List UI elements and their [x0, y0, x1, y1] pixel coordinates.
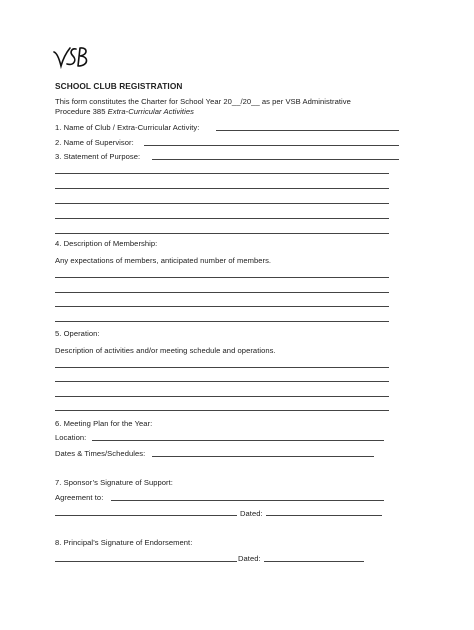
purpose-field-line-6[interactable]	[55, 233, 389, 234]
sponsor-dated-label: Dated:	[240, 509, 263, 518]
dates-label: Dates & Times/Schedules:	[55, 449, 146, 458]
purpose-field-line-3[interactable]	[55, 188, 389, 189]
purpose-field-line-1[interactable]	[152, 159, 399, 160]
membership-field-line-3[interactable]	[55, 306, 389, 307]
q2-label: 2. Name of Supervisor:	[55, 138, 134, 147]
agreement-field[interactable]	[111, 500, 384, 501]
operation-field-line-2[interactable]	[55, 381, 389, 382]
intro-line-2	[55, 107, 194, 116]
purpose-field-line-5[interactable]	[55, 218, 389, 219]
q3-label: 3. Statement of Purpose:	[55, 152, 141, 161]
location-label: Location:	[55, 433, 87, 442]
q7-label: 7. Sponsor’s Signature of Support:	[55, 478, 173, 487]
intro-line-2-text: Procedure 385	[55, 107, 108, 116]
form-title: SCHOOL CLUB REGISTRATION	[55, 81, 183, 91]
agreement-label: Agreement to:	[55, 493, 104, 502]
operation-field-line-1[interactable]	[55, 367, 389, 368]
principal-dated-label: Dated:	[238, 554, 261, 563]
sponsor-date-field[interactable]	[266, 515, 382, 516]
procedure-name: Extra-Curricular Activities	[107, 107, 194, 116]
dates-schedules-field[interactable]	[152, 456, 374, 457]
sponsor-signature-field[interactable]	[55, 515, 237, 516]
q4-label: 4. Description of Membership:	[55, 239, 158, 248]
membership-field-line-1[interactable]	[55, 277, 389, 278]
intro-line-1: This form constitutes the Charter for School Year 20__/20__ as per VSB Administrative	[55, 97, 351, 106]
q6-label: 6. Meeting Plan for the Year:	[55, 419, 153, 428]
club-name-field[interactable]	[216, 130, 399, 131]
operation-field-line-3[interactable]	[55, 396, 389, 397]
supervisor-name-field[interactable]	[144, 145, 399, 146]
membership-field-line-4[interactable]	[55, 321, 389, 322]
principal-date-field[interactable]	[264, 561, 364, 562]
principal-signature-field[interactable]	[55, 561, 237, 562]
q5-label: 5. Operation:	[55, 329, 100, 338]
q8-label: 8. Principal’s Signature of Endorsement:	[55, 538, 193, 547]
q4-hint: Any expectations of members, anticipated number of members.	[55, 256, 272, 265]
operation-field-line-4[interactable]	[55, 410, 389, 411]
q5-hint: Description of activities and/or meeting schedule and operations.	[55, 346, 276, 355]
purpose-field-line-4[interactable]	[55, 203, 389, 204]
location-field[interactable]	[92, 440, 384, 441]
q1-label: 1. Name of Club / Extra-Curricular Activity:	[55, 123, 200, 132]
membership-field-line-2[interactable]	[55, 292, 389, 293]
vsb-logo	[52, 44, 92, 74]
purpose-field-line-2[interactable]	[55, 173, 389, 174]
